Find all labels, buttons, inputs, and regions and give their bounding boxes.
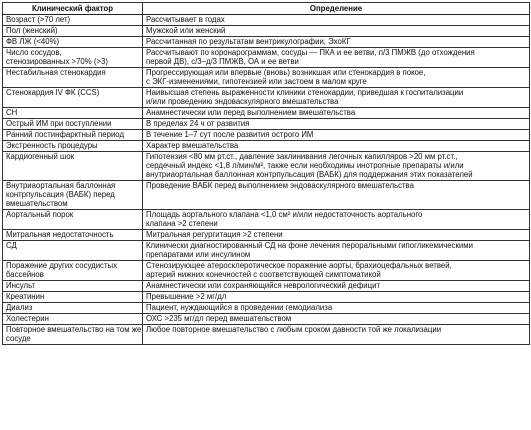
factor-line: ФВ ЛЖ (<40%)	[6, 37, 60, 46]
factor-line: вмешательством	[6, 199, 68, 208]
factor-line: Число сосудов,	[6, 48, 62, 57]
factor-line: Стенокардия IV ФК (CCS)	[6, 88, 100, 97]
table-row	[3, 48, 530, 68]
definition-line: В течение 1–7 сут после развития острого ИМ	[146, 130, 314, 139]
factor-cell	[3, 210, 143, 230]
factor-line: Экстренность процедуры	[6, 141, 98, 150]
factor-cell	[3, 292, 143, 303]
header-definition: Определение	[143, 3, 530, 15]
table-row	[3, 152, 530, 181]
definition-cell	[143, 88, 530, 108]
factor-line: Кардиогенный шок	[6, 152, 75, 161]
table-row	[3, 230, 530, 241]
factor-line: Холестерин	[6, 314, 49, 323]
definition-line: Площадь аортального клапана <1,0 см² и/или недостаточность аортального	[146, 210, 423, 219]
risk-factors-table	[2, 2, 530, 345]
table-row	[3, 108, 530, 119]
factor-line: Диализ	[6, 303, 33, 312]
definition-line: ОХС >235 мг/дл перед вмешательством	[146, 314, 292, 323]
factor-line: Аортальный порок	[6, 210, 74, 219]
definition-line: Клинически диагностированный СД на фоне лечения пероральными гипогликемическими	[146, 241, 474, 250]
definition-line: В пределах 24 ч от развития	[146, 119, 250, 128]
factor-line: стенозированных >70% (>3)	[6, 57, 108, 66]
definition-cell	[143, 292, 530, 303]
definition-cell	[143, 15, 530, 26]
table-row	[3, 210, 530, 230]
definition-line: внутриаортальная баллонная контрпульсация (ВАБК) для поддержания этих показателей	[146, 170, 473, 179]
factor-cell	[3, 88, 143, 108]
definition-cell	[143, 48, 530, 68]
factor-cell	[3, 303, 143, 314]
factor-cell	[3, 325, 143, 345]
factor-line: Повторное вмешательство на том же	[6, 325, 142, 334]
definition-cell	[143, 281, 530, 292]
factor-line: Поражение других сосудистых	[6, 261, 118, 270]
definition-cell	[143, 108, 530, 119]
definition-cell	[143, 130, 530, 141]
factor-line: Инсульт	[6, 281, 36, 290]
factor-cell	[3, 141, 143, 152]
factor-line: Ранний постинфарктный период	[6, 130, 125, 139]
factor-line: бассейнов	[6, 270, 44, 279]
factor-line: Внутриаортальная баллонная	[6, 181, 116, 190]
table-body	[3, 15, 530, 345]
table-row	[3, 292, 530, 303]
definition-line: Митральная регургитация >2 степени	[146, 230, 283, 239]
table-header-row	[3, 3, 530, 15]
table-row	[3, 130, 530, 141]
table-row	[3, 261, 530, 281]
table-row	[3, 325, 530, 345]
table-row	[3, 88, 530, 108]
table-row	[3, 141, 530, 152]
definition-line: Рассчитывают по коронарограммам, сосуды — ПКА и ее ветви, п/3 ПМЖВ (до отхождения	[146, 48, 475, 57]
factor-line: Креатинин	[6, 292, 45, 301]
definition-cell	[143, 314, 530, 325]
factor-line: сосуде	[6, 334, 31, 343]
definition-cell	[143, 37, 530, 48]
table-row	[3, 303, 530, 314]
factor-line: Нестабильная стенокардия	[6, 68, 106, 77]
definition-line: Любое повторное вмешательство с любым сроком давности той же локализации	[146, 325, 442, 334]
definition-cell	[143, 141, 530, 152]
definition-line: Анамнестически или сохраняющийся неврологический дефицит	[146, 281, 381, 290]
table-container	[2, 2, 529, 345]
factor-line: Возраст (>70 лет)	[6, 15, 71, 24]
factor-cell	[3, 119, 143, 130]
factor-cell	[3, 130, 143, 141]
table-row	[3, 181, 530, 210]
factor-cell	[3, 181, 143, 210]
definition-line: и/или проведению эндоваскулярного вмешательства	[146, 97, 339, 106]
definition-line: Превышение >2 мг/дл	[146, 292, 227, 301]
definition-line: препаратами или инсулином	[146, 250, 251, 259]
table-row	[3, 119, 530, 130]
definition-line: артерий нижних конечностей с соответствующей симптоматикой	[146, 270, 381, 279]
factor-line: СН	[6, 108, 18, 117]
definition-line: сердечный индекс <1,8 л/мин/м², также если необходимы инотропные препараты и/или	[146, 161, 464, 170]
table-row	[3, 314, 530, 325]
definition-cell	[143, 210, 530, 230]
definition-line: клапана >2 степени	[146, 219, 218, 228]
table-row	[3, 68, 530, 88]
definition-line: Прогрессирующая или впервые (вновь) возникшая или стенокардия в покое,	[146, 68, 426, 77]
definition-cell	[143, 230, 530, 241]
factor-cell	[3, 108, 143, 119]
definition-line: Стенозирующее атеросклеротическое поражение аорты, брахиоцефальных ветвей,	[146, 261, 452, 270]
definition-line: Гипотензия <80 мм рт.ст., давление заклинивания легочных капилляров >20 мм рт.ст.,	[146, 152, 458, 161]
factor-cell	[3, 15, 143, 26]
table-row	[3, 281, 530, 292]
factor-line: СД	[6, 241, 17, 250]
factor-cell	[3, 37, 143, 48]
definition-cell	[143, 119, 530, 130]
definition-line: Наивысшая степень выраженности клиники стенокардии, приведшая к госпитализации	[146, 88, 464, 97]
factor-cell	[3, 281, 143, 292]
definition-line: Мужской или женский	[146, 26, 226, 35]
table-row	[3, 241, 530, 261]
factor-line: контрпульсация (ВАБК) перед	[6, 190, 115, 199]
definition-cell	[143, 68, 530, 88]
factor-cell	[3, 230, 143, 241]
header-factor: Клинический фактор	[3, 3, 143, 15]
factor-line: Острый ИМ при поступлении	[6, 119, 112, 128]
factor-cell	[3, 241, 143, 261]
table-row	[3, 26, 530, 37]
factor-cell	[3, 26, 143, 37]
table-row	[3, 15, 530, 26]
factor-cell	[3, 152, 143, 181]
definition-line: Рассчитанная по результатам вентрикулографии, ЭхоКГ	[146, 37, 351, 46]
factor-cell	[3, 314, 143, 325]
definition-cell	[143, 325, 530, 345]
factor-line: Митральная недостаточность	[6, 230, 114, 239]
factor-cell	[3, 48, 143, 68]
definition-cell	[143, 261, 530, 281]
definition-line: Проведение ВАБК перед выполнением эндоваскулярного вмешательства	[146, 181, 414, 190]
factor-line: Пол (женский)	[6, 26, 58, 35]
definition-cell	[143, 26, 530, 37]
definition-line: Рассчитывает в годах	[146, 15, 225, 24]
definition-cell	[143, 152, 530, 181]
definition-line: Анамнестически или перед выполнением вмешательства	[146, 108, 356, 117]
definition-line: с ЭКГ-изменениями, гипотензией или застоем в малом круге	[146, 77, 367, 86]
factor-cell	[3, 68, 143, 88]
factor-cell	[3, 261, 143, 281]
definition-cell	[143, 303, 530, 314]
definition-line: Характер вмешательства	[146, 141, 239, 150]
definition-cell	[143, 181, 530, 210]
definition-cell	[143, 241, 530, 261]
definition-line: первой ДВ), с/3–д/3 ПМЖВ, ОА и ее ветви	[146, 57, 299, 66]
definition-line: Пациент, нуждающийся в проведении гемодиализа	[146, 303, 333, 312]
table-row	[3, 37, 530, 48]
